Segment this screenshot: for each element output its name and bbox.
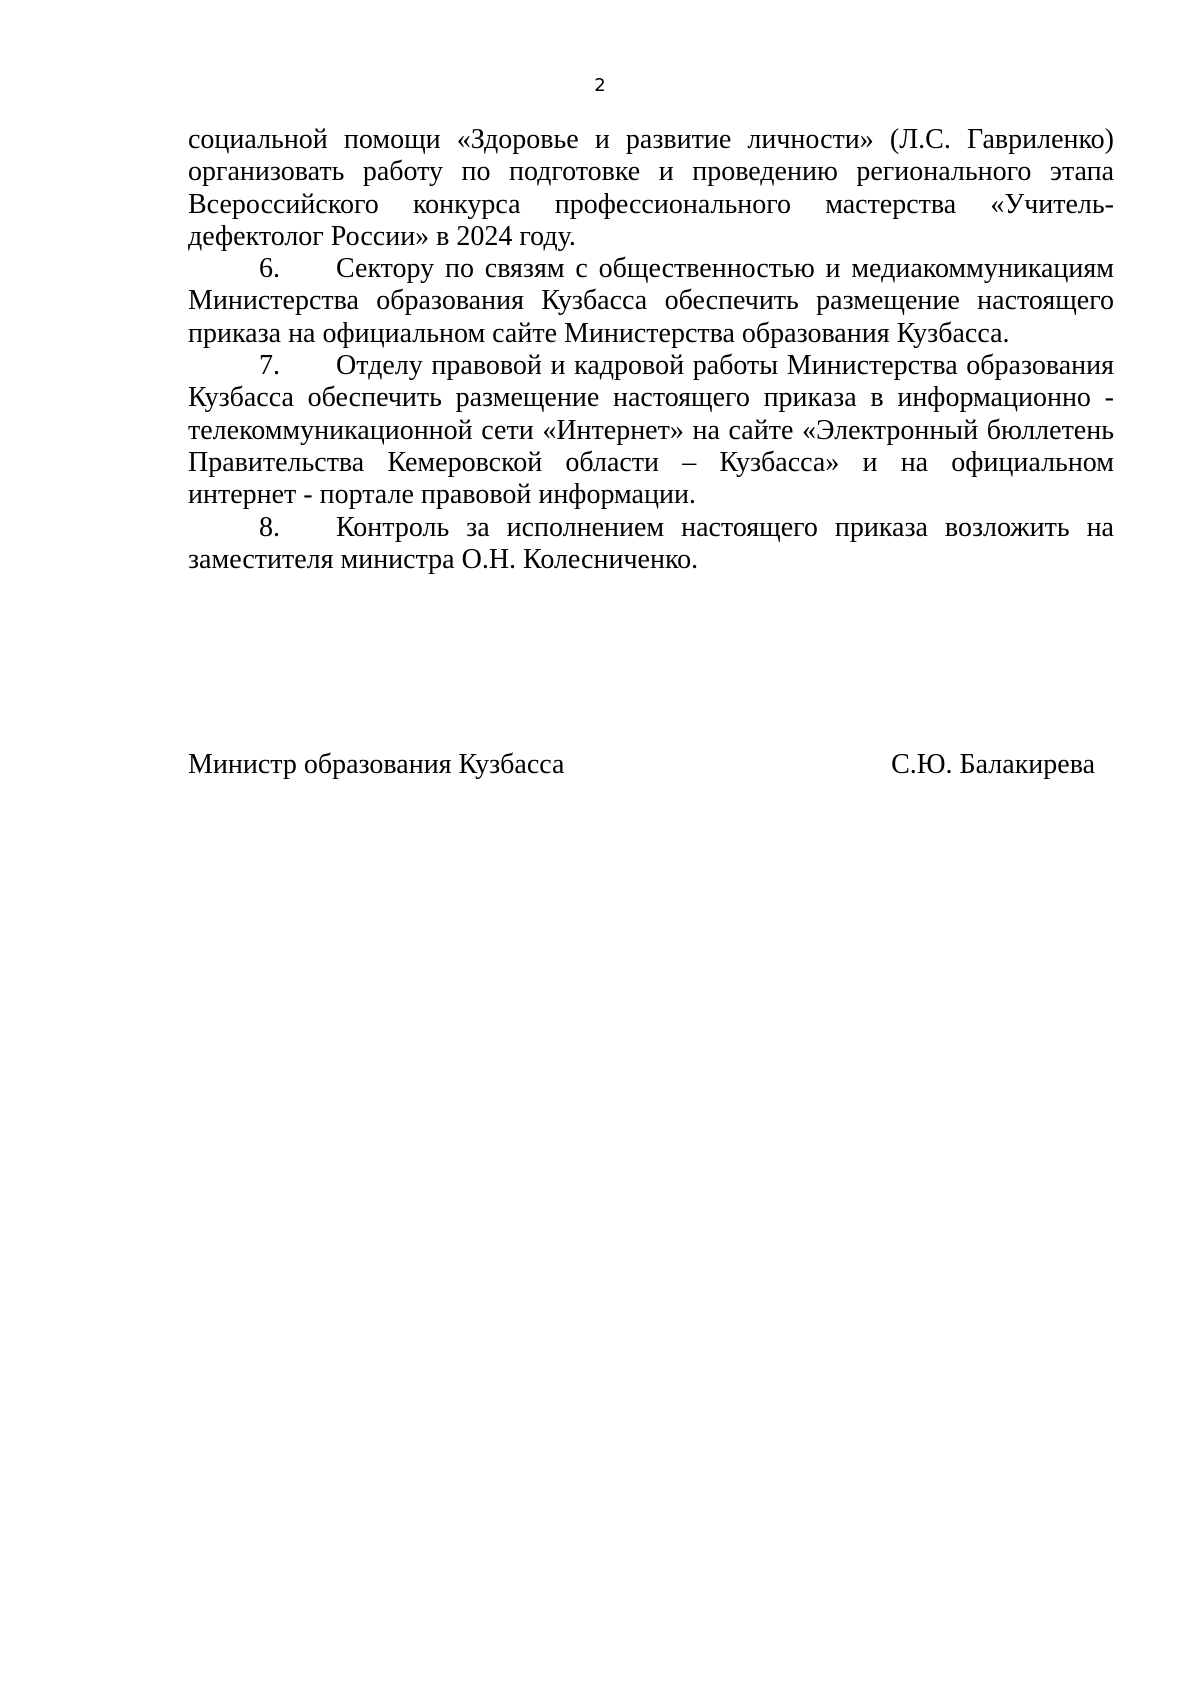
paragraph-number: 6. — [259, 253, 280, 285]
paragraph-line: дефектолог России» в 2024 году. — [188, 220, 576, 252]
paragraph-first-line — [188, 253, 1114, 285]
paragraph-line: Кузбасса обеспечить размещение настоящего приказа в информационно - — [188, 382, 1114, 414]
signatory-name: С.Ю. Балакирева — [891, 749, 1095, 780]
paragraph-line-text: Контроль за исполнением настоящего приказа возложить на — [336, 511, 1114, 543]
signature-block — [188, 749, 1095, 785]
signatory-position: Министр образования Кузбасса — [188, 749, 565, 780]
paragraph-line: Всероссийского конкурса профессионального мастерства «Учитель- — [188, 188, 1114, 220]
paragraph-first-line — [188, 350, 1114, 382]
paragraph-line: телекоммуникационной сети «Интернет» на сайте «Электронный бюллетень — [188, 414, 1114, 446]
paragraph-first-line — [188, 512, 1114, 544]
page-number: 2 — [594, 75, 606, 96]
paragraph-line: заместителя министра О.Н. Колесниченко. — [188, 543, 699, 575]
paragraph-line: социальной помощи «Здоровье и развитие личности» (Л.С. Гавриленко) — [188, 124, 1114, 155]
paragraph-line-text: Отделу правовой и кадровой работы Министерства образования — [336, 350, 1114, 382]
paragraph-line: Министерства образования Кузбасса обеспечить размещение настоящего — [188, 285, 1114, 317]
paragraph-number: 7. — [259, 350, 280, 382]
paragraph-line-text: Сектору по связям с общественностью и медиакоммуникациям — [336, 253, 1114, 285]
paragraph-line: приказа на официальном сайте Министерства образования Кузбасса. — [188, 317, 1010, 349]
paragraph-line: организовать работу по подготовке и проведению регионального этапа — [188, 156, 1114, 188]
document-body — [188, 124, 1114, 576]
paragraph-number: 8. — [259, 511, 280, 543]
paragraph-line: Правительства Кемеровской области – Кузбасса» и на официальном — [188, 446, 1114, 478]
paragraph-line: интернет - портале правовой информации. — [188, 479, 696, 511]
